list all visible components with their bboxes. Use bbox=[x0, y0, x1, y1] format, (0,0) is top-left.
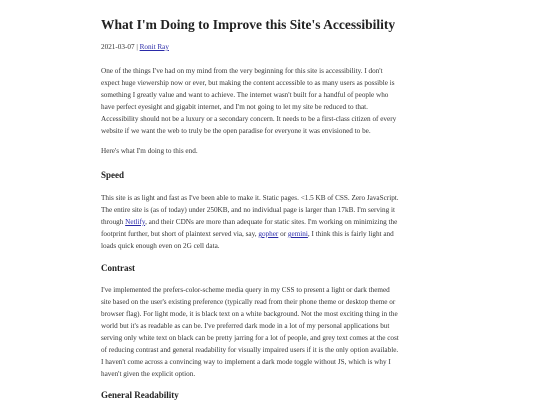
contrast-paragraph bbox=[101, 284, 441, 380]
post-date: 2021-03-07 bbox=[101, 43, 135, 51]
intro-line: something I greatly value and want to achieve. The internet wasn't built for a handful of people who bbox=[101, 91, 389, 99]
text-fragment: through bbox=[101, 218, 126, 226]
text-fragment: , and their CDNs are more than adequate for static sites. I'm working on minimizing the bbox=[145, 218, 398, 226]
lead-in-paragraph: Here's what I'm doing to this end. bbox=[101, 147, 198, 155]
text-fragment: or bbox=[278, 230, 288, 238]
contrast-line: browser flag). For light mode, it is black text on a white background. Not the most exciting thing in the bbox=[101, 310, 398, 318]
intro-line: One of the things I've had on my mind from the very beginning for this site is accessibility. I don't bbox=[101, 67, 383, 75]
gopher-link[interactable]: gopher bbox=[258, 230, 279, 238]
speed-line bbox=[101, 216, 441, 228]
author-link[interactable]: Ronit Ray bbox=[139, 43, 169, 51]
intro-line: have perfect eyesight and gigabit internet, and I'm not going to let my site be reduced to that. bbox=[101, 103, 368, 111]
speed-line: This site is as light and fast as I've been able to make it. Static pages. <1.5 KB of CSS. Zero JavaScript. bbox=[101, 194, 399, 202]
text-fragment: , I think this is fairly light and bbox=[307, 230, 394, 238]
section-heading-speed: Speed bbox=[101, 170, 125, 180]
intro-line: Accessibility should not be a luxury or a secondary concern. It needs to be a first-class citizen of every bbox=[101, 115, 397, 123]
gemini-link[interactable]: gemini bbox=[287, 230, 308, 238]
text-fragment: footprint further, but short of plaintext served via, say, bbox=[101, 230, 259, 238]
section-heading-contrast: Contrast bbox=[101, 263, 135, 273]
intro-line: expect huge viewership now or ever, but making the content accessible to as many users as possible is bbox=[101, 79, 395, 87]
contrast-line: I've implemented the prefers-color-scheme media query in my CSS to present a light or dark themed bbox=[101, 286, 390, 294]
contrast-line: serving only white text on black can be pretty jarring for a lot of people, and grey text comes at the cost bbox=[101, 334, 399, 342]
contrast-line: world but it's as readable as can be. I've preferred dark mode in a lot of my personal applications but bbox=[101, 322, 390, 330]
section-heading-general-readability: General Readability bbox=[101, 390, 179, 400]
speed-paragraph bbox=[101, 192, 441, 252]
contrast-line: site based on the user's existing preference (typically read from their phone theme or desktop theme or bbox=[101, 298, 396, 306]
speed-line: The entire site is (as of today) under 250KB, and no individual page is larger than 17kB. I'm serving it bbox=[101, 206, 395, 214]
contrast-line: of reducing contrast and general readability for visually impaired users if it is the only option available. bbox=[101, 346, 399, 354]
meta-separator: | bbox=[136, 43, 138, 51]
intro-paragraph bbox=[101, 65, 441, 137]
intro-line: website if we want the web to truly be the open paradise for everyone it was envisioned to be. bbox=[101, 127, 371, 135]
netlify-link[interactable]: Netlify bbox=[125, 218, 146, 226]
page-title: What I'm Doing to Improve this Site's Accessibility bbox=[101, 17, 396, 32]
speed-line bbox=[101, 228, 441, 240]
speed-line: loads quick enough even on 2G cell data. bbox=[101, 242, 220, 250]
post-meta bbox=[101, 42, 169, 52]
contrast-line: haven't given the explicit option. bbox=[101, 370, 196, 378]
contrast-line: I haven't come across a convincing way to implement a dark mode toggle without JS, which is why I bbox=[101, 358, 391, 366]
